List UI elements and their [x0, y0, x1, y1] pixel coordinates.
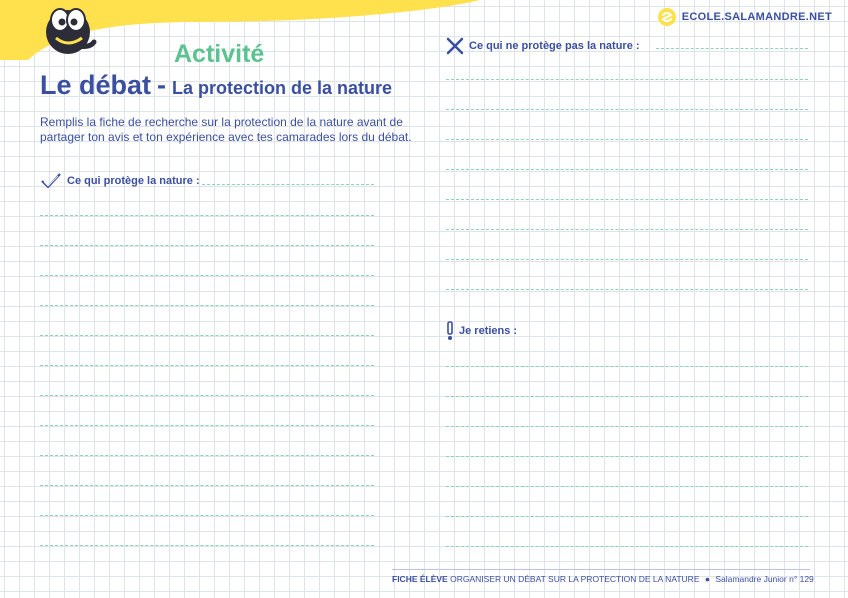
writing-line[interactable] [40, 515, 374, 516]
writing-line[interactable] [40, 455, 374, 456]
writing-line[interactable] [446, 229, 808, 230]
writing-line[interactable] [446, 109, 808, 110]
writing-line[interactable] [446, 426, 808, 427]
writing-line[interactable] [40, 245, 374, 246]
writing-line[interactable] [446, 366, 808, 367]
footer-label: FICHE ÉLÈVE [392, 574, 448, 584]
writing-line[interactable] [40, 545, 374, 546]
page-title [40, 70, 392, 101]
title-separator: - [157, 70, 167, 100]
writing-line[interactable] [40, 335, 374, 336]
section-protects-label: Ce qui protège la nature : [67, 175, 200, 187]
writing-line[interactable] [446, 259, 808, 260]
writing-line[interactable] [40, 425, 374, 426]
website-link[interactable] [658, 8, 832, 26]
exclamation-icon [446, 321, 454, 341]
writing-line[interactable] [446, 486, 808, 487]
writing-line[interactable] [40, 215, 374, 216]
section-remember-heading [446, 321, 517, 341]
title-main: Le débat [40, 70, 152, 100]
writing-line[interactable] [40, 305, 374, 306]
checkmark-icon [40, 172, 62, 190]
writing-line[interactable] [446, 199, 808, 200]
page-footer [392, 574, 814, 584]
writing-line[interactable] [446, 79, 808, 80]
website-text[interactable]: ECOLE.SALAMANDRE.NET [681, 11, 832, 23]
footer-issue: Salamandre Junior n° 129 [715, 574, 814, 584]
writing-line[interactable] [446, 456, 808, 457]
footer-bullet: ● [704, 574, 711, 584]
intro-text: Remplis la fiche de recherche sur la protection de la nature avant de partager ton avis et ton expérience avec tes camarades lors du débat. [40, 115, 412, 144]
protects-answer-line[interactable] [202, 184, 374, 185]
footer-topic: ORGANISER UN DÉBAT SUR LA PROTECTION DE LA NATURE [450, 574, 700, 584]
activity-label: Activité [174, 40, 265, 68]
writing-line[interactable] [446, 139, 808, 140]
writing-line[interactable] [446, 169, 808, 170]
salamandre-logo-icon [658, 8, 676, 26]
writing-line[interactable] [40, 485, 374, 486]
writing-line[interactable] [446, 289, 808, 290]
writing-line[interactable] [40, 395, 374, 396]
title-subtitle: La protection de la nature [172, 78, 393, 98]
footer-divider [392, 569, 810, 570]
section-protects-heading [40, 172, 200, 190]
cross-icon [446, 37, 464, 55]
salamander-mascot-icon [38, 2, 100, 60]
section-not-protects-label: Ce qui ne protège pas la nature : [469, 40, 640, 52]
writing-line[interactable] [446, 396, 808, 397]
writing-line[interactable] [40, 275, 374, 276]
not-protects-answer-line[interactable] [656, 48, 808, 49]
writing-line[interactable] [446, 516, 808, 517]
writing-line[interactable] [446, 546, 808, 547]
section-remember-label: Je retiens : [459, 325, 518, 337]
section-not-protects-heading [446, 37, 640, 55]
writing-line[interactable] [40, 365, 374, 366]
